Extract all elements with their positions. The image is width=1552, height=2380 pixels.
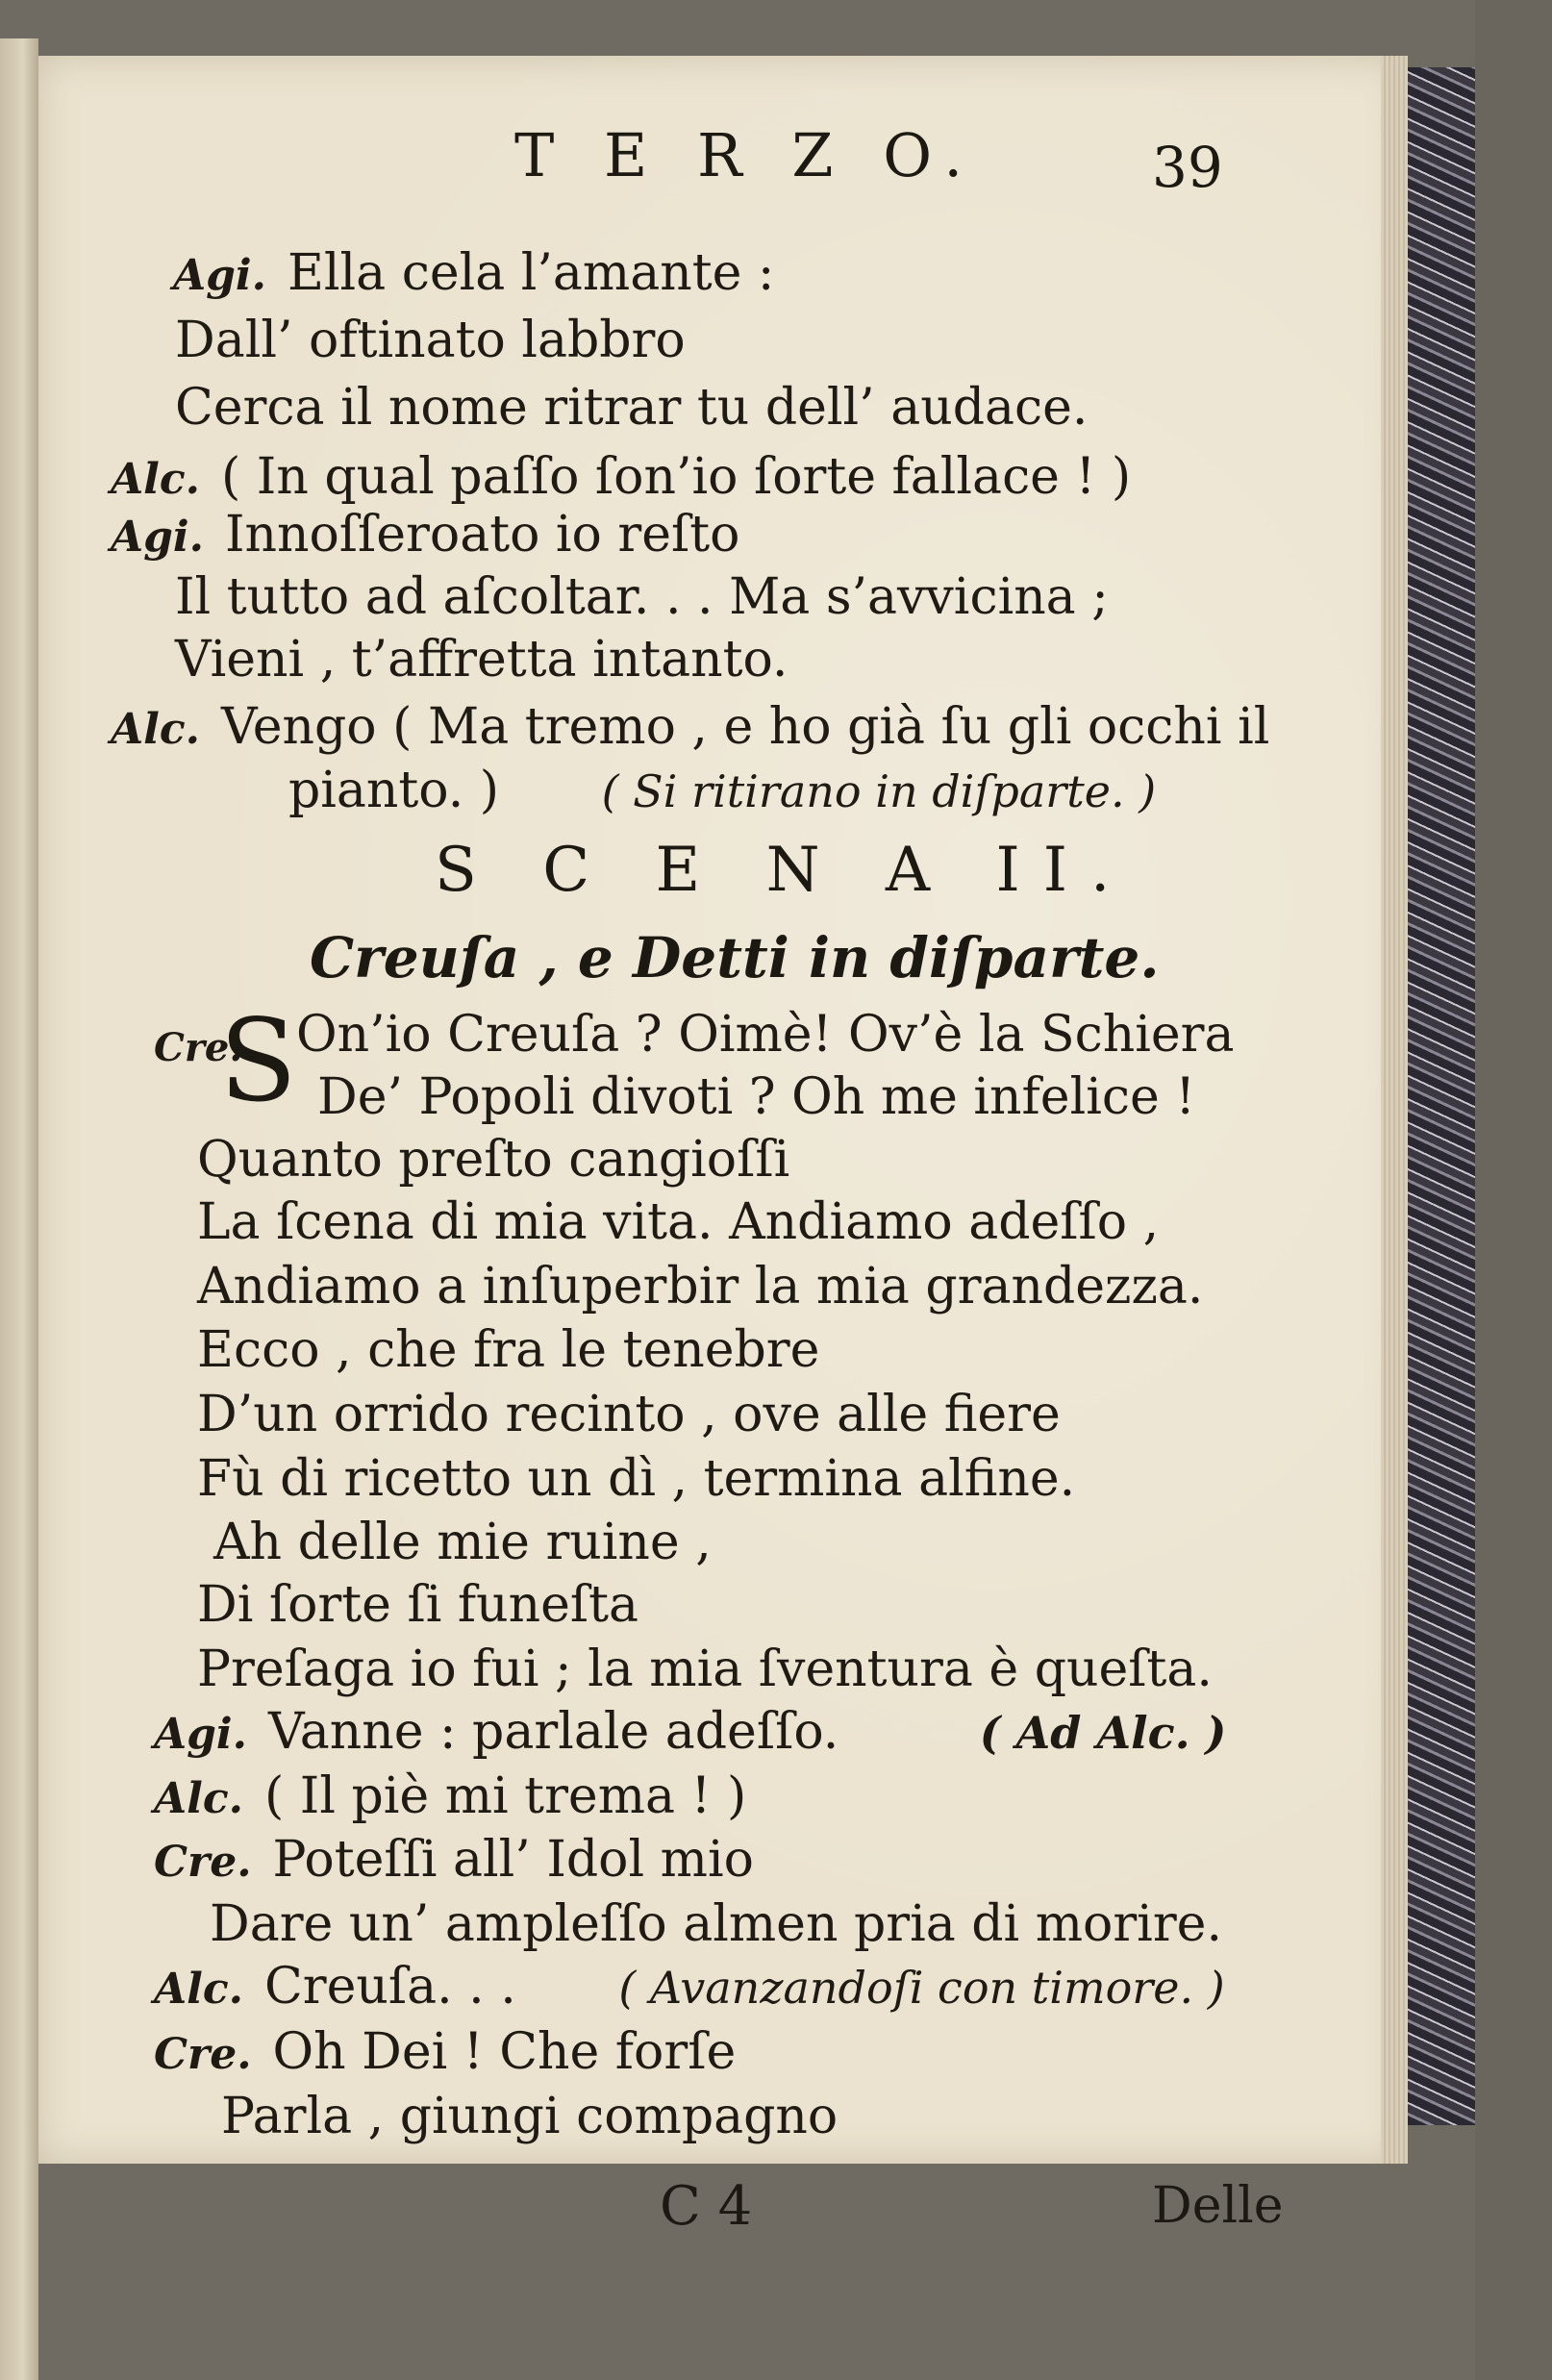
- verse-line: Dare un’ ampleſſo almen pria di morire.: [210, 1895, 1222, 1953]
- verse-line: Di ſorte ſi funeſta: [197, 1576, 639, 1634]
- verse-line: Agi. Vanne : parlale adeſſo. ( Ad Alc. ): [154, 1703, 1227, 1761]
- speaker: Alc.: [154, 1774, 243, 1823]
- verse-line: Alc. Creuſa. . . ( Avanzandoſi con timore. ): [154, 1958, 1225, 2016]
- verse-line: Alc. ( In qual paſſo ſon’io ſorte fallace ! ): [111, 448, 1132, 506]
- verse-line: On’io Creuſa ? Oimè! Ov’è la Schiera: [296, 1006, 1235, 1064]
- signature-mark: C 4: [660, 2175, 753, 2238]
- speaker: Agi.: [111, 513, 204, 562]
- verse-line: Agi. Ella cela l’amante :: [173, 244, 775, 302]
- verse-line: Cerca il nome ritrar tu dell’ audace.: [175, 379, 1089, 437]
- speaker: Agi.: [173, 251, 266, 300]
- verse-line: Parla , giungi compagno: [221, 2088, 839, 2145]
- verse-line: Agi. Innoſſeroato io reſto: [111, 506, 740, 564]
- verse-line: Cre. Oh Dei ! Che forſe: [154, 2023, 737, 2081]
- verse-line: Alc. Vengo ( Ma tremo , e ho già ſu gli occhi il: [111, 698, 1270, 756]
- verse-line: De’ Popoli divoti ? Oh me infelice !: [317, 1068, 1196, 1126]
- stage-direction: ( Ad Alc. ): [979, 1707, 1227, 1759]
- running-head: T E R Z O.: [514, 120, 979, 190]
- verse-line: Il tutto ad aſcoltar. . . Ma s’avvicina ;: [175, 568, 1109, 626]
- verse-line: Cre. Poteſſi all’ Idol mio: [154, 1831, 754, 1889]
- verse-line: Preſaga io fui ; la mia ſventura è queſta.: [197, 1641, 1213, 1698]
- verse-line: Quanto preſto cangioſſi: [197, 1131, 790, 1189]
- stage-direction: ( Si ritirano in diſparte. ): [601, 765, 1157, 817]
- speaker: Alc.: [111, 705, 200, 754]
- verse-line: Ecco , che fra le tenebre: [197, 1321, 820, 1379]
- verse-line: pianto. ) ( Si ritirano in diſparte. ): [288, 762, 1157, 819]
- speaker: Alc.: [111, 455, 200, 504]
- verse-line: Fù di ricetto un dì , termina alfine.: [197, 1450, 1076, 1508]
- verse-line: D’un orrido recinto , ove alle fiere: [197, 1386, 1061, 1443]
- page-number: 39: [1152, 135, 1223, 200]
- catchword: Delle: [1152, 2177, 1284, 2235]
- verse-line: Vieni , t’affretta intanto.: [175, 631, 789, 689]
- speaker: Agi.: [154, 1710, 247, 1759]
- speaker: Cre.: [154, 1025, 243, 1070]
- stage-direction: ( Avanzandoſi con timore. ): [618, 1962, 1225, 2014]
- scene-subtitle: Creuſa , e Detti in diſparte.: [310, 925, 1160, 990]
- speaker: Cre.: [154, 1838, 252, 1887]
- speaker: Alc.: [154, 1965, 243, 2014]
- verse-line: Ah delle mie ruine ,: [213, 1514, 712, 1571]
- drop-cap: S: [219, 994, 297, 1127]
- verse-line: La ſcena di mia vita. Andiamo adeſſo ,: [197, 1193, 1160, 1251]
- speaker: Cre.: [154, 2030, 252, 2079]
- verse-line: Dall’ oftinato labbro: [175, 312, 686, 369]
- verse-line: Andiamo a inſuperbir la mia grandezza.: [197, 1258, 1204, 1315]
- scene-title: S C E N A II.: [435, 835, 1134, 906]
- verse-line: Alc. ( Il piè mi trema ! ): [154, 1767, 747, 1825]
